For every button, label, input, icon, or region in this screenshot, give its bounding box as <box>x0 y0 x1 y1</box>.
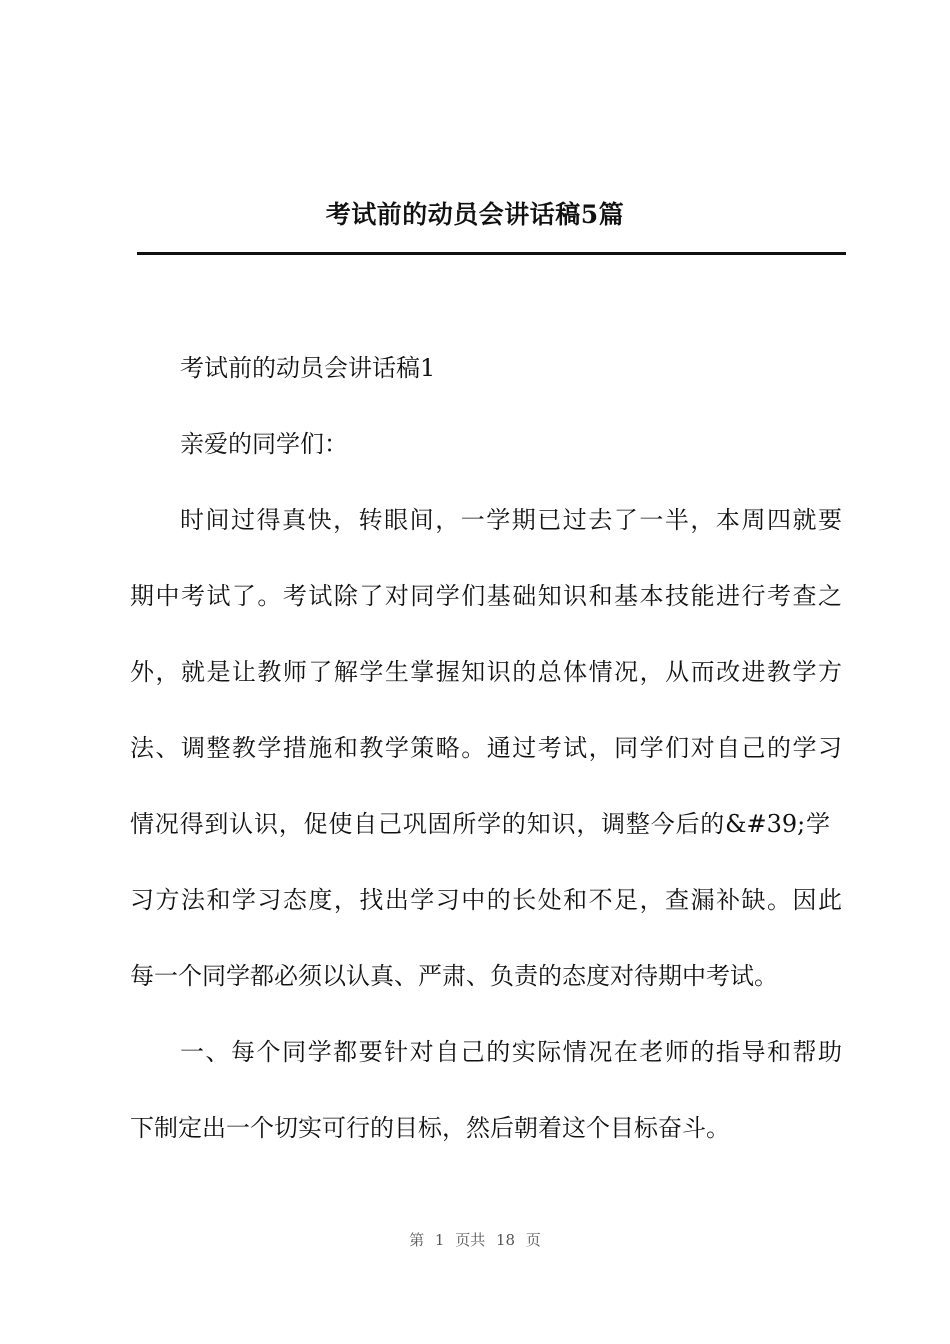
title-divider <box>137 252 846 255</box>
paragraph-line: 外，就是让教师了解学生掌握知识的总体情况，从而改进教学方 <box>130 658 842 686</box>
paragraph-line: 情况得到认识，促使自己巩固所学的知识，调整今后的&#39;学 <box>130 810 830 838</box>
salutation: 亲爱的同学们： <box>180 430 348 458</box>
paragraph-line: 习方法和学习态度，找出学习中的长处和不足，查漏补缺。因此 <box>130 886 842 914</box>
paragraph-line: 期中考试了。考试除了对同学们基础知识和基本技能进行考查之 <box>130 582 842 610</box>
paragraph-line: 时间过得真快，转眼间，一学期已过去了一半，本周四就要 <box>180 506 842 534</box>
paragraph-line: 一、每个同学都要针对自己的实际情况在老师的指导和帮助 <box>180 1038 842 1066</box>
paragraph-line: 每一个同学都必须以认真、严肃、负责的态度对待期中考试。 <box>130 962 778 990</box>
section-heading: 考试前的动员会讲话稿1 <box>180 354 436 382</box>
paragraph-line: 下制定出一个切实可行的目标，然后朝着这个目标奋斗。 <box>130 1114 730 1142</box>
page-number-footer: 第 1 页共 18 页 <box>409 1231 541 1249</box>
document-title: 考试前的动员会讲话稿5篇 <box>325 200 625 229</box>
paragraph-line: 法、调整教学措施和教学策略。通过考试，同学们对自己的学习 <box>130 734 842 762</box>
